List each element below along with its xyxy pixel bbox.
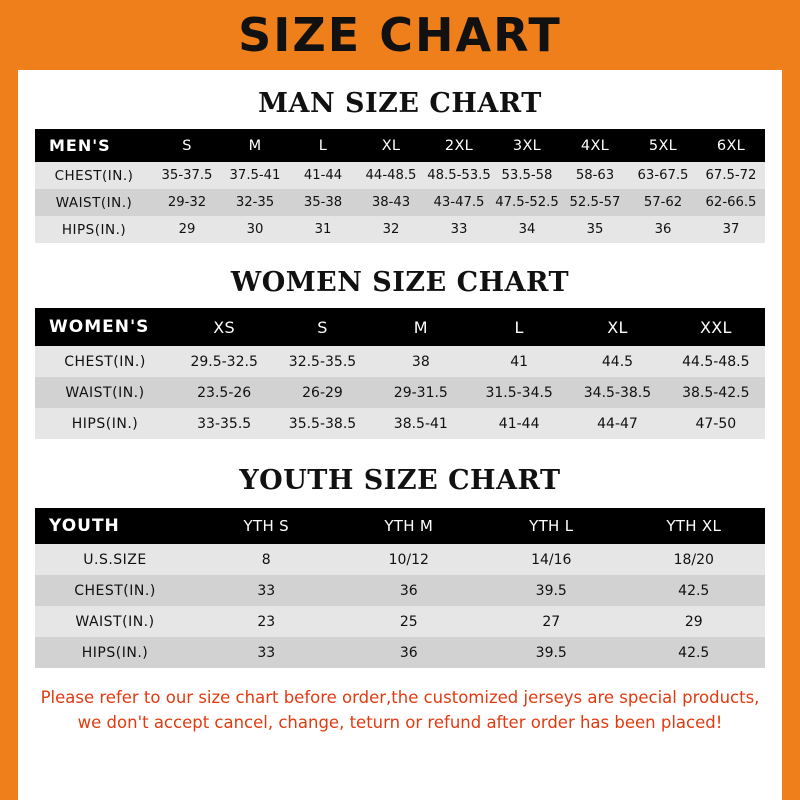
women-cell-2-1: 35.5-38.5 [273, 408, 371, 439]
man-cell-2-6: 35 [561, 216, 629, 243]
women-cell-0-1: 32.5-35.5 [273, 346, 371, 377]
table-header-row [35, 308, 765, 346]
youth-row-0-label: U.S.SIZE [35, 544, 195, 575]
youth-cell-2-2: 27 [480, 606, 623, 637]
youth-cell-3-1: 36 [338, 637, 481, 668]
youth-cell-0-3: 18/20 [623, 544, 766, 575]
man-cell-1-2: 35-38 [289, 189, 357, 216]
footer-note-line-2: we don't accept cancel, change, teturn or refund after order has been placed! [77, 712, 723, 732]
table-row [35, 544, 765, 575]
man-cell-1-3: 38-43 [357, 189, 425, 216]
youth-size-table [35, 508, 765, 668]
women-header-cell-1: XS [175, 308, 273, 346]
youth-cell-1-3: 42.5 [623, 575, 766, 606]
man-section-title: MAN SIZE CHART [258, 88, 542, 119]
man-cell-0-3: 44-48.5 [357, 162, 425, 189]
man-cell-0-1: 37.5-41 [221, 162, 289, 189]
women-cell-2-4: 44-47 [568, 408, 666, 439]
women-cell-1-2: 29-31.5 [372, 377, 470, 408]
table-row [35, 575, 765, 606]
man-header-cell-8: 5XL [629, 129, 697, 162]
man-header-cell-7: 4XL [561, 129, 629, 162]
man-header-cell-1: S [153, 129, 221, 162]
man-cell-2-8: 37 [697, 216, 765, 243]
women-header-cell-3: M [372, 308, 470, 346]
women-cell-0-5: 44.5-48.5 [667, 346, 765, 377]
women-header-cell-2: S [273, 308, 371, 346]
table-row [35, 162, 765, 189]
table-row [35, 606, 765, 637]
women-section-title: WOMEN SIZE CHART [230, 267, 570, 298]
table-row [35, 216, 765, 243]
man-cell-2-7: 36 [629, 216, 697, 243]
women-row-2-label: HIPS(IN.) [35, 408, 175, 439]
youth-cell-1-0: 33 [195, 575, 338, 606]
women-cell-2-2: 38.5-41 [372, 408, 470, 439]
table-row [35, 346, 765, 377]
footer-note [35, 686, 765, 736]
man-cell-1-6: 52.5-57 [561, 189, 629, 216]
women-table-head [35, 308, 765, 346]
man-cell-2-4: 33 [425, 216, 493, 243]
man-header-cell-9: 6XL [697, 129, 765, 162]
man-cell-1-7: 57-62 [629, 189, 697, 216]
man-cell-1-5: 47.5-52.5 [493, 189, 561, 216]
man-header-cell-5: 2XL [425, 129, 493, 162]
women-header-cell-5: XL [568, 308, 666, 346]
women-cell-1-4: 34.5-38.5 [568, 377, 666, 408]
man-cell-2-5: 34 [493, 216, 561, 243]
youth-cell-1-1: 36 [338, 575, 481, 606]
women-cell-2-3: 41-44 [470, 408, 568, 439]
women-size-table [35, 308, 765, 439]
women-cell-1-5: 38.5-42.5 [667, 377, 765, 408]
youth-header-cell-4: YTH XL [623, 508, 766, 544]
youth-cell-3-3: 42.5 [623, 637, 766, 668]
man-cell-0-0: 35-37.5 [153, 162, 221, 189]
youth-table-body [35, 544, 765, 668]
man-header-cell-2: M [221, 129, 289, 162]
man-cell-2-2: 31 [289, 216, 357, 243]
youth-cell-3-2: 39.5 [480, 637, 623, 668]
youth-cell-2-1: 25 [338, 606, 481, 637]
women-cell-1-1: 26-29 [273, 377, 371, 408]
footer-note-line-1: Please refer to our size chart before order,the customized jerseys are special products, [40, 688, 760, 707]
man-header-cell-4: XL [357, 129, 425, 162]
youth-row-2-label: WAIST(IN.) [35, 606, 195, 637]
youth-row-3-label: HIPS(IN.) [35, 637, 195, 668]
man-header-cell-6: 3XL [493, 129, 561, 162]
women-table-body [35, 346, 765, 439]
man-cell-0-6: 58-63 [561, 162, 629, 189]
man-header-cell-0: MEN'S [35, 129, 153, 162]
man-cell-2-3: 32 [357, 216, 425, 243]
man-cell-0-4: 48.5-53.5 [425, 162, 493, 189]
table-header-row [35, 129, 765, 162]
women-row-0-label: CHEST(IN.) [35, 346, 175, 377]
women-header-cell-0: WOMEN'S [35, 308, 175, 346]
banner [0, 0, 800, 70]
women-cell-0-3: 41 [470, 346, 568, 377]
youth-cell-0-2: 14/16 [480, 544, 623, 575]
table-row [35, 377, 765, 408]
man-table-head [35, 129, 765, 162]
youth-cell-2-0: 23 [195, 606, 338, 637]
table-header-row [35, 508, 765, 544]
man-cell-0-8: 67.5-72 [697, 162, 765, 189]
youth-row-1-label: CHEST(IN.) [35, 575, 195, 606]
man-cell-1-8: 62-66.5 [697, 189, 765, 216]
youth-header-cell-2: YTH M [338, 508, 481, 544]
youth-section-title: YOUTH SIZE CHART [239, 465, 561, 496]
women-cell-2-0: 33-35.5 [175, 408, 273, 439]
women-cell-0-4: 44.5 [568, 346, 666, 377]
women-row-1-label: WAIST(IN.) [35, 377, 175, 408]
youth-header-cell-3: YTH L [480, 508, 623, 544]
man-row-2-label: HIPS(IN.) [35, 216, 153, 243]
man-size-table [35, 129, 765, 243]
banner-title: SIZE CHART [238, 8, 562, 62]
content [18, 88, 782, 736]
man-cell-1-4: 43-47.5 [425, 189, 493, 216]
man-cell-2-1: 30 [221, 216, 289, 243]
youth-cell-2-3: 29 [623, 606, 766, 637]
women-header-cell-4: L [470, 308, 568, 346]
women-cell-1-3: 31.5-34.5 [470, 377, 568, 408]
table-row [35, 189, 765, 216]
man-table-body [35, 162, 765, 243]
women-cell-0-0: 29.5-32.5 [175, 346, 273, 377]
man-cell-1-0: 29-32 [153, 189, 221, 216]
man-cell-1-1: 32-35 [221, 189, 289, 216]
man-row-1-label: WAIST(IN.) [35, 189, 153, 216]
youth-header-cell-0: YOUTH [35, 508, 195, 544]
youth-cell-1-2: 39.5 [480, 575, 623, 606]
man-cell-0-2: 41-44 [289, 162, 357, 189]
women-cell-0-2: 38 [372, 346, 470, 377]
man-row-0-label: CHEST(IN.) [35, 162, 153, 189]
youth-table-head [35, 508, 765, 544]
man-cell-2-0: 29 [153, 216, 221, 243]
women-cell-2-5: 47-50 [667, 408, 765, 439]
man-cell-0-5: 53.5-58 [493, 162, 561, 189]
youth-cell-3-0: 33 [195, 637, 338, 668]
man-cell-0-7: 63-67.5 [629, 162, 697, 189]
women-cell-1-0: 23.5-26 [175, 377, 273, 408]
youth-cell-0-1: 10/12 [338, 544, 481, 575]
youth-cell-0-0: 8 [195, 544, 338, 575]
women-header-cell-6: XXL [667, 308, 765, 346]
table-row [35, 408, 765, 439]
man-header-cell-3: L [289, 129, 357, 162]
table-row [35, 637, 765, 668]
youth-header-cell-1: YTH S [195, 508, 338, 544]
